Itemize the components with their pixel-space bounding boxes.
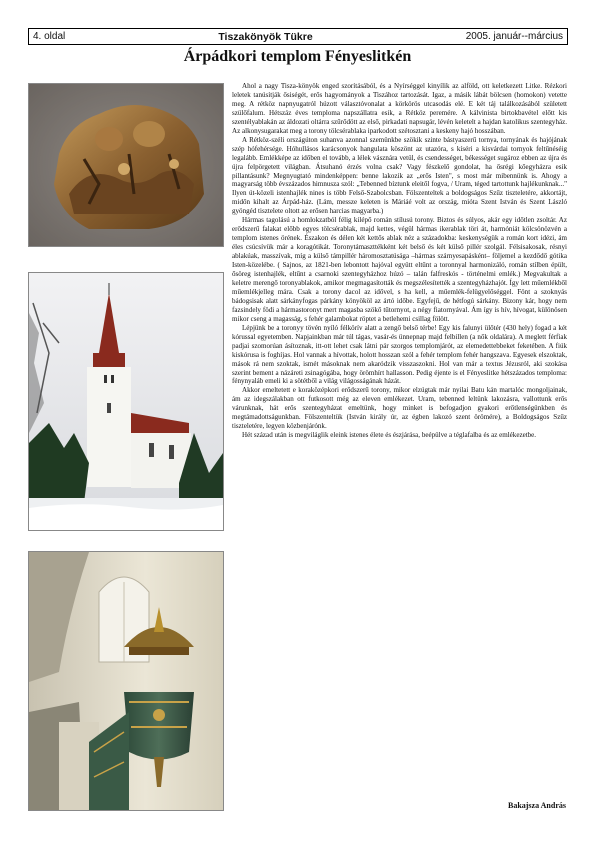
relief-plaque-photo [28,83,224,247]
issue-date: 2005. január--március [465,31,563,42]
pulpit-interior-photo [28,551,224,811]
article-title: Árpádkori templom Fényeslitkén [183,48,412,65]
article-author: Bakajsza András [507,801,566,810]
church-exterior-photo [28,272,224,531]
page-number: 4. oldal [33,31,66,42]
article-paragraph: Hármas tagolású a homlokzatból félig kilépő román stílusú torony. Biztos és súlyos, akár egy időtlen zsoltár. Az erődszerű falakat előbb egyes tölcsérablak, majd kettes, végül hármas ikerablak töri át, harmóniát kölcsönözvén a templom istenes örének. Északon és délen két kettős ablak néz a századokba: keskenységük a román kort idézi, ám éles csúcsívük már a koragótikát. Toronytámaszttékként két belső és két külső pillér szolgál. Félsisakosak, résnyi ablakúak, masszívak, míg a külső támpillér háromosztatúsága –hármas szárnyesapásként– följemel a kezdődő gótika Isten-közelébe. ( Sajnos, az 1821-ben lebontott hajóval együtt eltűnt a toronnyal harmonizáló, román stílben épült, ősöreg istenhajlék, eltűnt a csarnoki szentegyházhoz húzó – talán falfreskós - történelmi emlék.) Megvakultak a keletre merengő toronyablakok, amikor megmagasították és megszélesítették a szentegyházhajót. Így lett műemlékből műemlékjelleg mára. Csak a torony dacol az idővel, s ha kell, a műemlék-felügyelőséggel. Fönt a szoknyás bádogsisak alatt sárkányfogas párkány könyököl az ártó időbe. Egyfejű, de hétfogú sárkány. Bizony kár, hogy nem fazsindely födi a hármastoronyt mert magasba szökő tűtornyot, a négy fiatornyával. Ám így is hív, hívogat, különösen mikor cseng a magasság, s fehér galambokat röptet a betlehemi csillag fölött. [232,216,567,323]
article-paragraph: A Rétköz-széli országúton suhanva azonnal szemünkbe szökik szinte bástyaszerű tornya, tornyának és hajójának szép hófehérsége. Hóhullásos karácsonyok hangulata köszönt az utazóra, s kíséri a kisvárdai tornyok feltűnéséig legalább. Emlékképe az időben el tovább, a lélek vásznára vetül, és csendességet, békességet sugároz ebben az újra és újra felpörgetett világban. Átsuhanó érzés volna csak? Vagy fészkelő gondolat, ha ősrégi kőegyházra esik pillantásunk? Megnyugtató mindenképpen: benne lakozik az „erős Isten", s most már mibennünk is. Ahogy a magyarság több évszázados himnusza szól: „Tebenned bíztunk eleitől fogva, / Uram, téged tartottunk hajlékunknak..." Ilyen út-közeli istenhajlék nines is több Felső-Szabolcsban. Fölszenteltek a boldogságos Szűz tiszteletére, akkortájt, midőn kihalt az Árpád-ház. (Lám, messze keleten is Máriáé volt az ország, mióta Szent István és Szent László gyöngéd tisztelete oltott az erősen harcias magyarba.) [232,135,567,216]
article-paragraph: Ahol a nagy Tisza-könyök enged szorításából, és a Nyírséggel kinyílik az alföld, ott keletkezett Litke. Rézkori leletek tanúsítják ősiségét, erős hagyományok a Tiszához tartozását. Igaz, a másik lábát bölcsen (homokon) vetette meg. A rétköz napnyugatról húzott választóvonalat a körkörös utcasodás elé. E két táj találkozásából született szülőfalum. Hétszáz éves temploma napszállatra esik, a Rétköz peremére. A kálvinista birtokbavétel előtt kis szentélyablakán az áldozati oltárra szűrődött az első, pirkadati napsugár, lévén keletelt a hajdan katolikus szentegyház. Az alkonysugarakat meg a torony tölcsérablaka iparkodott szétosztani a keskeny hajó hosszában. [232,82,567,135]
article-paragraph: Akkor emeltetett e koraközépkori erődszerű torony, mikor elzúgtak már nyilai Batu kán martalóc mongoljainak, ám az idegszálakban ott futkosott még az eleven emlékezet. Uram, tebenned leltünk lakozásra, vallottunk erős várunknak, hát erős szentegyházat emeltünk, hogy minket is befogadjon gyakori erőtlenségünkben és megtámadottságunkban. Fölszenteltük (István király úr, az égben lakozó szent örömére), a Boldogságos Szűz tiszteletére, legyen közbenjárónk. [232,386,567,431]
page-header [28,28,568,45]
article-body [232,82,567,817]
publication-name: Tiszakönyök Tükre [218,30,313,43]
article-paragraph: Lépjünk be a toronyy tövén nyíló félkörív alatt a zengő belső térbe! Egy kis falunyi ülőtér (430 hely) fogad a két kórussal egyetemben. Napjainkban már túl tágas, vasár-és ünnepnap majd felbillen (a nők oldalára). A meglett férfiak padjai szomorúan ásítoznak, itt-ott lehet csak látni pár szorgos templomjárót, az elemedettebbeket feketében. A fiúk kiskórusa is foghíjas. Hol vannak a hívottak, holott hosszan szól a fehér templom fehér hangszava. Egyesek elszoktak, mások rá nem szoktak, ismét másoknak nem akaródzik visszaszokni. Hol van már a textus Jézusról, aki szokása szerint bement a názáreti zsinagógába, hogy örömhírt hallasson. Pedig éjente is el Fényeslitke hétszázados temploma: fénynyaláb emeli ki a sötétből a világ világosságának házát. [232,323,567,386]
article-paragraph: Hét század után is megviláglik eleink istenes élete és észjárása, beépülve a téglafalba és az emlékezetbe. [242,431,537,440]
